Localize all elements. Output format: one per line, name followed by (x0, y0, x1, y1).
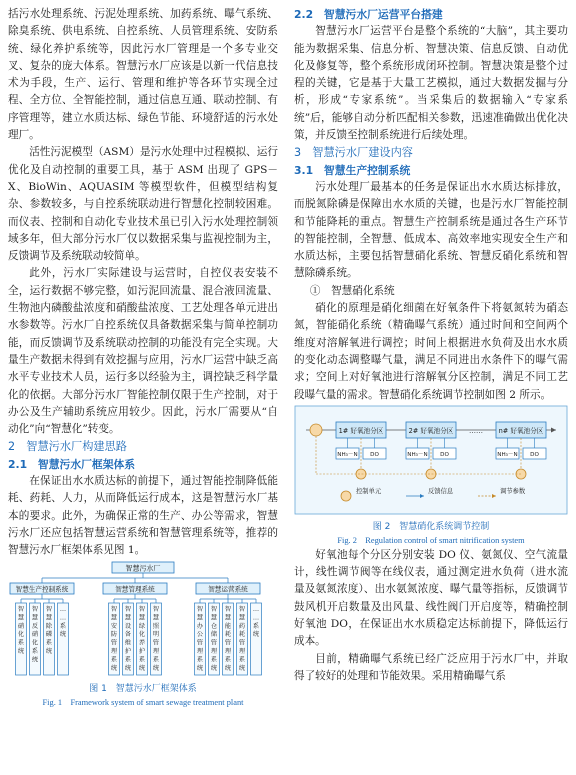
subsection-heading-3-1: 3.1 智慧生产控制系统 (294, 163, 411, 177)
paragraph-nitrification: 硝化的原理是硝化细菌在好氧条件下将氨氮转为硝态氮，智能硝化系统（精确曝气系统）通过时间和空间两个维度对溶解氧进行调控；时间上根据进水负荷及出水水质的变化动态调整曝气量，满足不同进出水条件下的曝气需求；空间上对好氧池进行溶解氧分区控制，满足不同工艺段曝气量的需求。智慧硝化系统调节控制如图 2 所示。 (294, 302, 568, 401)
sensor-label: DO (440, 451, 449, 458)
left-column (8, 6, 278, 709)
leaf-node-label: 智慧设备维护系统 (124, 605, 132, 672)
legend-control-symbol (341, 491, 351, 501)
subsection-heading-2-2: 2.2 智慧污水厂运营平台搭建 (294, 8, 443, 21)
paragraph-production-control: 污水处理厂最基本的任务是保证出水水质达标排放，而脱氮除磷是保障出水水质的关键，也是污水厂智能控制和节能降耗的重点。智慧生产控制系统是通过各生产环节的智能控制，全智慧、低成本、高效率地实现安全生产和水质达标，主要包括智慧硝化系统、智慧反硝化系统和智慧除磷系统。 (294, 180, 568, 280)
paragraph-platform: 智慧污水厂运营平台是整个系统的“大脑”，其主要功能为数据采集、信息分析、智慧决策、信息反馈、自动优化及修复等，整个系统形成闭环控制。智慧决策是整个过程的关键，它是基于大量工艺模拟，通过大数据发掘与分析，形成“专家系统”。当采集后的数据输入“专家系统”后，能够自动分析匹配相关参数，迅速准确做出优化决策，并反馈至控制系统进行后续处理。 (294, 25, 568, 142)
paragraph-precise-aeration: 目前，精确曝气系统已经广泛应用于污水厂中，并取得了较好的处理和节能效果。采用精确曝气系 (294, 652, 568, 682)
svg-text:……: …… (469, 426, 483, 435)
leaf-node-label: 智慧能耗管理系统 (224, 605, 232, 672)
root-node-label: 智慧污水厂 (125, 564, 161, 572)
subsection-heading-2-1: 2.1 智慧污水厂框架体系 (8, 457, 136, 471)
sensor-label: NH₃－N (337, 451, 358, 458)
figure-1-caption-en: Fig. 1 Framework system of smart sewage treatment plant (42, 697, 244, 707)
sensor-label: NH₃－N (497, 451, 518, 458)
leaf-node-label: 智慧硝化系统 (17, 605, 25, 655)
zone-n-label: n# 好氧池分区 (498, 426, 544, 435)
paragraph-framework: 在保证出水水质达标的前提下，通过智能控制降低能耗、药耗、人力，从而降低运行成本，这是智慧污水厂基本的要求。此外，为确保正常的生产、办公等需求，智慧污水厂还应包括智慧运营系统和智慧管理系统等，推荐的智慧污水厂框架体系见图 1。 (8, 475, 278, 557)
leaf-node-label: … …系统 (59, 605, 67, 638)
legend-control-label: 控制单元 (356, 487, 382, 495)
legend-regulate-label: 调节参数 (500, 487, 526, 495)
paragraph-current-problems: 此外，污水厂实际建设与运营时，自控仪表安装不全，运行数据不够完整，如污泥回流量、混合液回流量、生物池内磷酸盐浓度和硝酸盐浓度、工艺处理各单元进出水参数等。污水厂自控系统仅具备数据采集与简单控制功能，而反馈调节及系统联动控制的功能没有完全实现。大量生产数据未得到有效挖掘与应用，污水厂运营中缺乏高水平专业技术人员，运行多以经验为主，调控缺乏科学量化的依据。大部分污水厂智能控制仅限于生产控制，对于办公及生产辅助系统应用较少。因此，污水厂需要从“自动化”向“智慧化”转变。 (8, 267, 278, 436)
zone-n (496, 422, 546, 438)
leaf-node-label: 智慧反硝化系统 (31, 605, 39, 663)
nitrification-diagram (294, 404, 568, 516)
leaf-node-label: 智慧仓储管理系统 (210, 605, 218, 672)
figure-1-caption-cn: 图 1 智慧污水厂框架体系 (89, 683, 197, 694)
group-label-operation: 智慧运营系统 (208, 585, 248, 593)
leaf-node-label: … …系统 (252, 605, 260, 638)
framework-diagram (8, 560, 278, 678)
figure-1 (8, 560, 278, 709)
leaf-node-label: 智慧绿化养护系统 (138, 605, 146, 672)
leaf-node-label: 智慧安防管理系统 (110, 605, 118, 672)
legend-feedback-label: 反馈信息 (428, 487, 454, 495)
group-label-management: 智慧管理系统 (115, 585, 155, 593)
sensor-label: NH₃－N (407, 451, 428, 458)
paragraph-asm-model: 活性污泥模型（ASM）是污水处理中过程模拟、运行优化及自动控制的重要工具，基于 ASM 出现了 GPS－X、BioWin、AQUASIM 等模型软件，但模型结构复杂、参数较多，与自控系统联动进行智慧化控制较困难。而仪表、控制和自动化专业技术虽已引入污水处理控制领域多年，但大部分污水厂仅以数据采集与监视控制为主，反馈调节及系统联动较简单。 (8, 146, 278, 263)
leaf-node-label: 智慧办公管理系统 (196, 605, 204, 672)
leaf-node-label: 智慧药耗管理系统 (238, 605, 246, 672)
paragraph-aerobic-tank: 好氧池每个分区分别安装 DO 仪、氨氮仪、空气流量计，线性调节阀等在线仪表，通过测定进水负荷（进水流量及氨氮浓度）、出水氨氮浓度、曝气量等指标，反馈调节鼓风机开启数量及出风量、线性阀门开启度等，精确控制好氧池 DO，在保证出水水质稳定达标前提下，降低运行成本。 (294, 548, 568, 648)
paragraph-system-list: 括污水处理系统、污泥处理系统、加药系统、曝气系统、除臭系统、供电系统、自控系统、人员管理系统、安防系统、绿化养护系统等，因此污水厂管理是一个多专业交叉、复杂的庞大体系。智慧污水厂应该是以新一代信息技术为手段，生产、运行、管理和维护等各环节实现全过程、全方位、全智能控制，通过信息互通、联动控制、有序管理等，建立水质达标、绿色节能、环境舒适的污水处理厂。 (8, 8, 278, 142)
leaf-node-label: 智慧除磷系统 (45, 605, 53, 655)
sensor-label: DO (530, 451, 539, 458)
zone-1-label: 1# 好氧池分区 (338, 426, 384, 435)
group-label-production: 智慧生产控制系统 (15, 585, 69, 593)
right-column (294, 6, 568, 685)
control-unit-inlet (310, 424, 322, 436)
figure-2-caption-en: Fig. 2 Regulation control of smart nitrification system (337, 535, 525, 545)
subsubsection-heading-nitrification: ① 智慧硝化系统 (309, 284, 395, 297)
figure-2 (294, 404, 568, 547)
zone-2-label: 2# 好氧池分区 (408, 426, 454, 435)
leaf-node-label: 智慧照明管理系统 (152, 605, 160, 672)
sensor-label: DO (370, 451, 379, 458)
leaf-nodes (16, 594, 262, 675)
figure-2-caption-cn: 图 2 智慧硝化系统调节控制 (372, 521, 490, 532)
zone-1 (336, 422, 386, 438)
zone-2 (406, 422, 456, 438)
section-heading-2: 2 智慧污水厂构建思路 (8, 440, 127, 454)
section-heading-3: 3 智慧污水厂建设内容 (294, 146, 413, 160)
